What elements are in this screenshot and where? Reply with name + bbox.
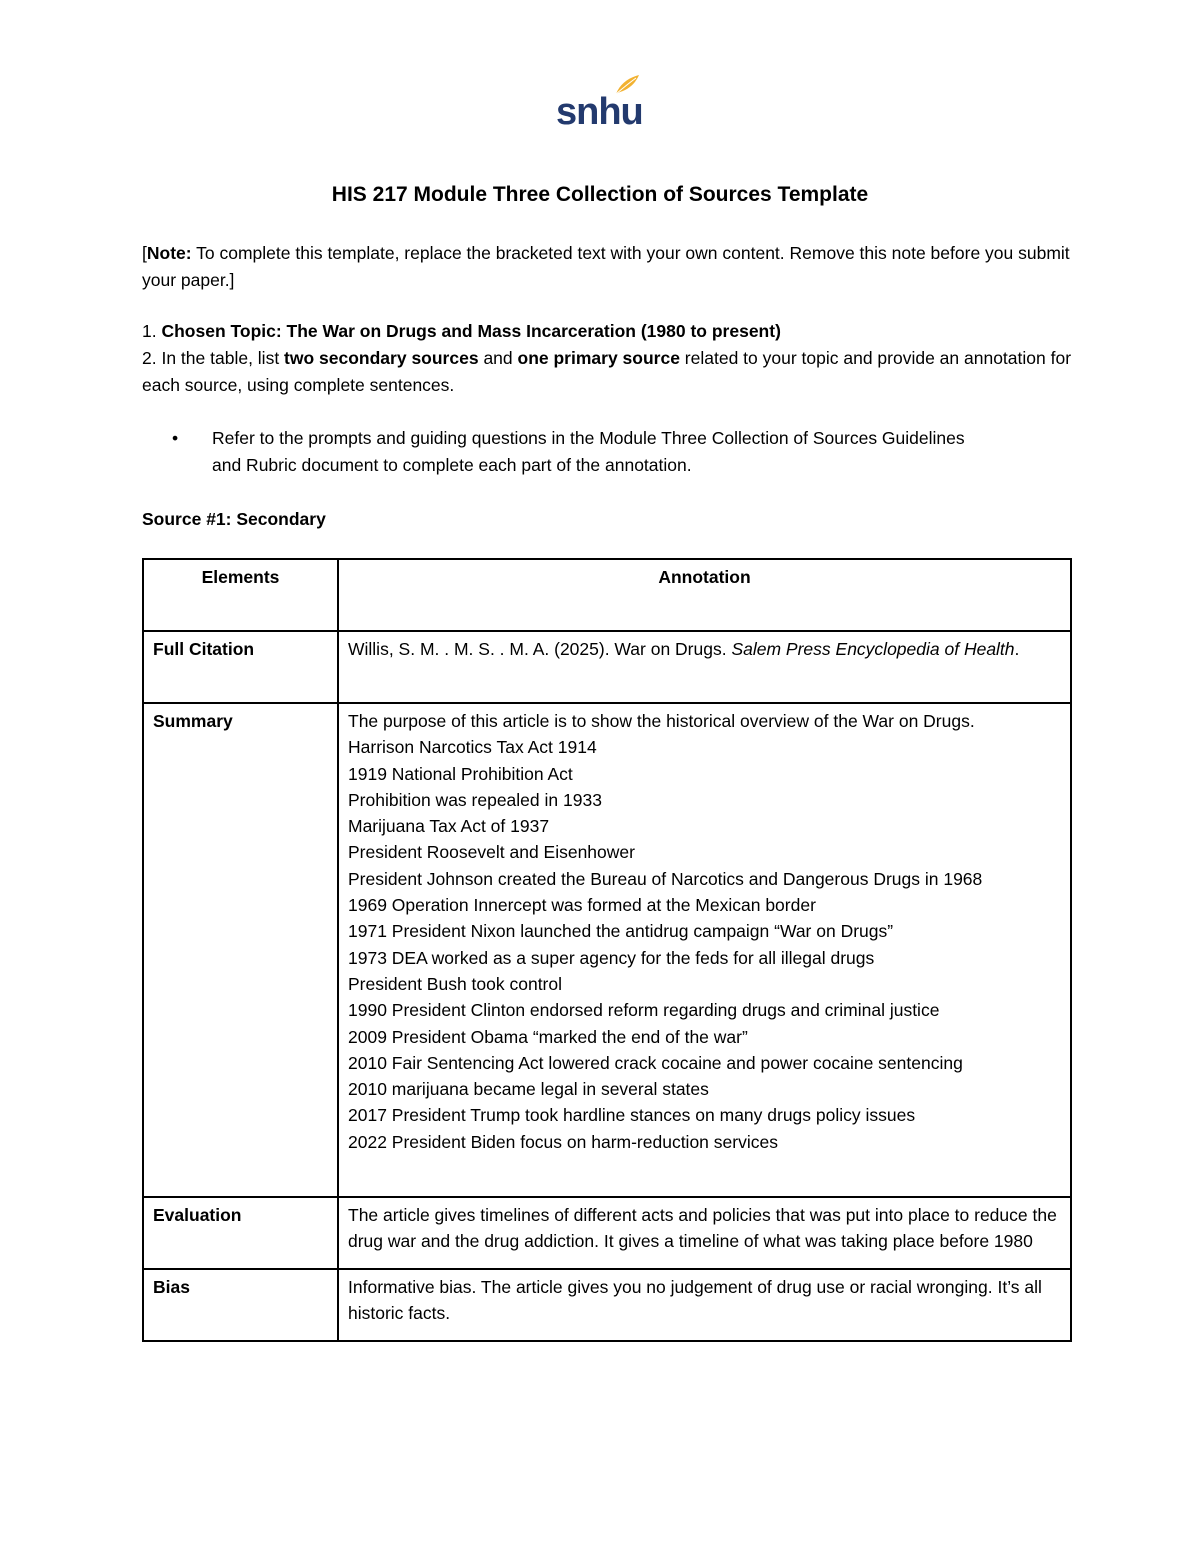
summary-line: Harrison Narcotics Tax Act 1914 [348, 737, 597, 758]
source-heading: Source #1: Secondary [142, 509, 326, 529]
summary-line: 2009 President Obama “marked the end of the war” [348, 1026, 748, 1047]
evaluation-text: The article gives timelines of different acts and policies that was put into place to reduce the drug war and the drug addiction. It gives a timeline of what was taking place before 1980 [338, 1197, 1071, 1269]
table-row [143, 1269, 1071, 1341]
bullet-icon: • [172, 428, 179, 448]
instruction-bold2: one primary source [517, 348, 680, 368]
summary-line: Prohibition was repealed in 1933 [348, 789, 602, 810]
summary-line: 1973 DEA worked as a super agency for the feds for all illegal drugs [348, 947, 875, 968]
table-row [143, 631, 1071, 703]
source-table [142, 558, 1072, 1342]
note-label: Note: [146, 243, 192, 263]
summary-line: President Johnson created the Bureau of Narcotics and Dangerous Drugs in 1968 [348, 868, 983, 889]
summary-line: 1971 President Nixon launched the antidrug campaign “War on Drugs” [348, 921, 894, 942]
summary-line: 2017 President Trump took hardline stances on many drugs policy issues [348, 1105, 916, 1126]
bullet-text: Refer to the prompts and guiding questions in the Module Three Collection of Sources Guidelines and Rubric document to complete each part of the annotation. [212, 428, 965, 475]
summary-line: 1969 Operation Innercept was formed at the Mexican border [348, 895, 816, 916]
header-annotation: Annotation [338, 559, 1071, 631]
summary-line: President Roosevelt and Eisenhower [348, 842, 635, 863]
logo-text: snhu [556, 91, 643, 133]
table-header-row [143, 559, 1071, 631]
summary-line: 2022 President Biden focus on harm-reduction services [348, 1131, 778, 1152]
snhu-logo [556, 74, 643, 134]
citation-text [348, 636, 1061, 662]
topic-text: Chosen Topic: The War on Drugs and Mass Incarceration (1980 to present) [161, 321, 781, 341]
summary-cell [338, 703, 1071, 1197]
citation-italic: Salem Press Encyclopedia of Health [731, 639, 1015, 659]
instruction-part1: In the table, list [161, 348, 285, 368]
chosen-topic [142, 318, 1072, 345]
citation-label: Full Citation [143, 631, 338, 703]
note-open-bracket: [ [142, 243, 147, 263]
summary-line: President Bush took control [348, 973, 563, 994]
bias-label: Bias [143, 1269, 338, 1341]
instruction-part3: related to your topic and provide an annotation for each source, using complete sentences. [142, 348, 1072, 395]
evaluation-label: Evaluation [143, 1197, 338, 1269]
instruction-number: 2. [142, 348, 162, 368]
summary-label: Summary [143, 703, 338, 1197]
topic-number: 1. [142, 321, 162, 341]
citation-cell [338, 631, 1071, 703]
citation-main: Willis, S. M. . M. S. . M. A. (2025). War on Drugs. [348, 639, 732, 659]
summary-line: The purpose of this article is to show the historical overview of the War on Drugs. [348, 711, 975, 731]
header-elements: Elements [143, 559, 338, 631]
note-text: To complete this template, replace the bracketed text with your own content. Remove this note before you submit your paper.] [142, 243, 1070, 290]
summary-line: Marijuana Tax Act of 1937 [348, 816, 550, 837]
instruction-paragraph [142, 345, 1072, 398]
note-paragraph [142, 240, 1072, 293]
citation-end: . [1014, 639, 1020, 659]
summary-line: 2010 Fair Sentencing Act lowered crack cocaine and power cocaine sentencing [348, 1052, 963, 1073]
summary-line: 1990 President Clinton endorsed reform regarding drugs and criminal justice [348, 1000, 940, 1021]
summary-line: 1919 National Prohibition Act [348, 763, 573, 784]
table-row [143, 1197, 1071, 1269]
page-title: HIS 217 Module Three Collection of Sources Template [331, 183, 869, 206]
table-row [143, 703, 1071, 1197]
bias-text: Informative bias. The article gives you no judgement of drug use or racial wronging. It’s all historic facts. [338, 1269, 1071, 1341]
instruction-part2: and [478, 348, 518, 368]
summary-line: 2010 marijuana became legal in several states [348, 1079, 709, 1100]
instruction-bold1: two secondary sources [284, 348, 479, 368]
